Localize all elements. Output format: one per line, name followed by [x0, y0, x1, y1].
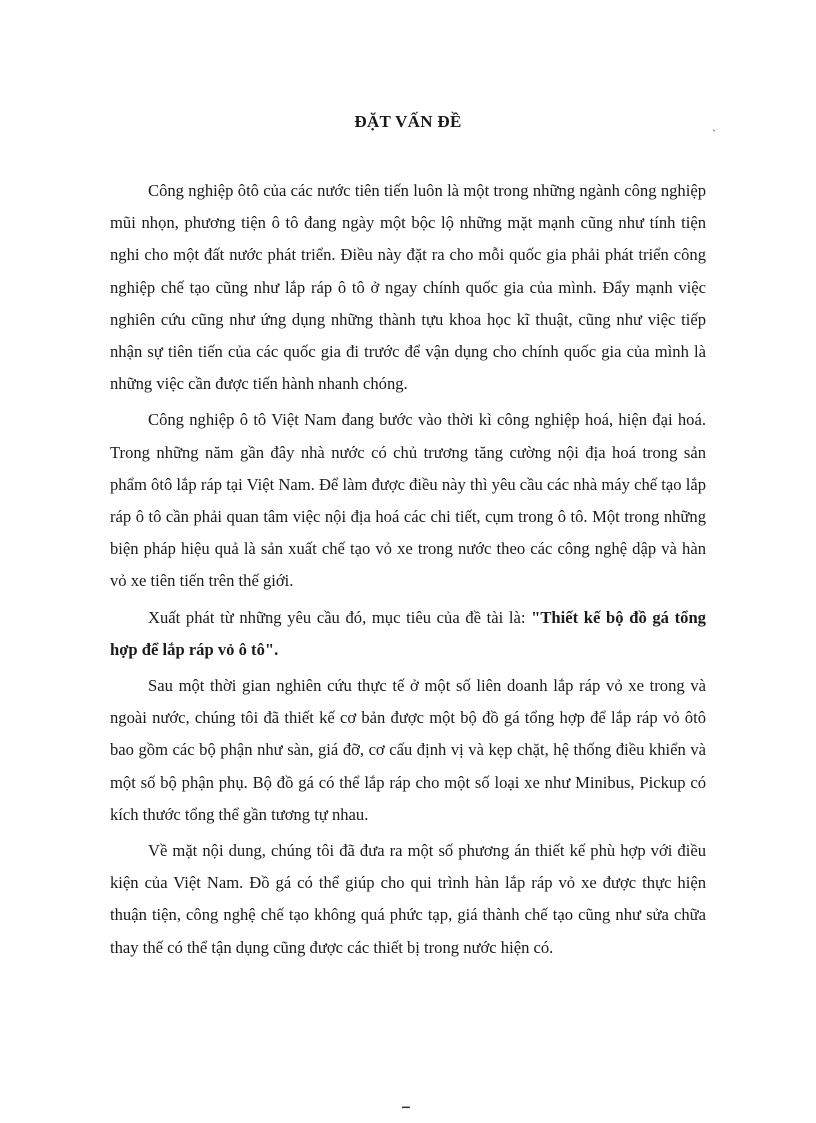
paragraph-1: Công nghiệp ôtô của các nước tiên tiến luôn là một trong những ngành công nghiệp mũi nhọn, phương tiện ô tô đang ngày một bộc lộ những mặt mạnh cũng như tính tiện nghi cho một đất nước phát triển. Điều này đặt ra cho mỗi quốc gia phải phát triển công nghiệp chế tạo cũng như lắp ráp ô tô ở ngay chính quốc gia của mình. Đẩy mạnh việc nghiên cứu cũng như ứng dụng những thành tựu khoa học kĩ thuật, cũng như việc tiếp nhận sự tiên tiến của các quốc gia đi trước để vận dụng cho chính quốc gia của mình là những việc cần được tiến hành nhanh chóng. [110, 181, 706, 394]
paragraph-3 [110, 602, 706, 666]
thesis-topic: "Thiết kế bộ đồ gá tổng hợp để lắp ráp vỏ ô tô" [110, 607, 706, 659]
paragraph-5: Về mặt nội dung, chúng tôi đã đưa ra một số phương án thiết kế phù hợp với điều kiện của Việt Nam. Đồ gá có thể giúp cho qui trình hàn lắp ráp vỏ xe được thực hiện thuận tiện, công nghệ chế tạo không quá phức tạp, giá thành chế tạo cũng như sửa chữa thay thế có thể tận dụng cũng được các thiết bị trong nước hiện có. [110, 841, 706, 957]
paragraph-2: Công nghiệp ô tô Việt Nam đang bước vào thời kì công nghiệp hoá, hiện đại hoá. Trong những năm gần đây nhà nước có chủ trương tăng cường nội địa hoá trong sản phẩm ôtô lắp ráp tại Việt Nam. Để làm được điều này thì yêu cầu các nhà máy chế tạo lắp ráp ô tô cần phải quan tâm việc nội địa hoá các chi tiết, cụm trong ô tô. Một trong những biện pháp hiệu quả là sản xuất chế tạo vỏ xe trong nước theo các công nghệ dập và hàn vỏ xe tiên tiến trên thế giới. [110, 410, 706, 591]
thesis-topic-period: . [274, 639, 279, 659]
footer-mark: ▔ [402, 1108, 410, 1119]
document-body [110, 175, 706, 968]
paragraph-4: Sau một thời gian nghiên cứu thực tế ở một số liên doanh lắp ráp vỏ xe trong và ngoài nước, chúng tôi đã thiết kế cơ bản được một bộ đồ gá tổng hợp để lắp ráp vỏ ôtô bao gồm các bộ phận như sàn, giá đỡ, cơ cấu định vị và kẹp chặt, hệ thống điều khiển và một số bộ phận phụ. Bộ đồ gá có thể lắp ráp cho một số loại xe như Minibus, Pickup có kích thước tổng thể gần tương tự nhau. [110, 676, 706, 824]
scan-mark: ˎ [712, 118, 716, 132]
paragraph-3-text: Xuất phát từ những yêu cầu đó, mục tiêu của đề tài là: [148, 607, 532, 627]
page-title: ĐẶT VẤN ĐỀ [354, 112, 462, 131]
